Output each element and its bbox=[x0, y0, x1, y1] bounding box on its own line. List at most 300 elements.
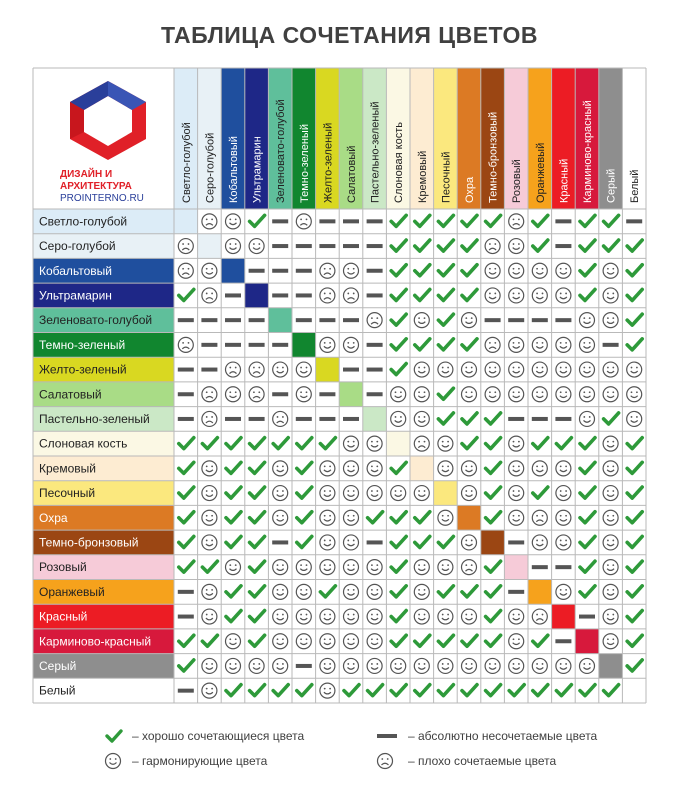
check-icon bbox=[604, 240, 619, 251]
smile-icon bbox=[556, 461, 571, 476]
check-icon bbox=[438, 635, 453, 646]
smile-icon bbox=[603, 584, 618, 599]
smile-icon bbox=[226, 387, 241, 402]
column-header-label: Белый bbox=[629, 169, 642, 203]
check-icon bbox=[179, 660, 194, 671]
check-icon bbox=[604, 215, 619, 226]
smile-icon bbox=[320, 658, 335, 673]
frown-icon bbox=[376, 752, 400, 770]
frown-icon bbox=[462, 560, 477, 575]
diagonal-cell bbox=[575, 629, 599, 654]
smile-icon bbox=[485, 362, 500, 377]
column-header-label: Песочный bbox=[440, 151, 453, 203]
smile-icon bbox=[532, 362, 547, 377]
check-icon bbox=[438, 586, 453, 597]
check-icon bbox=[391, 635, 406, 646]
smile-icon bbox=[509, 634, 524, 649]
smile-icon bbox=[344, 658, 359, 673]
dash-icon bbox=[249, 318, 265, 322]
row-header-label: Зеленовато-голубой bbox=[39, 313, 153, 328]
dash-icon bbox=[296, 664, 312, 668]
frown-icon bbox=[485, 337, 500, 352]
dash-icon bbox=[555, 244, 571, 248]
frown-icon bbox=[178, 239, 193, 254]
frown-icon bbox=[249, 387, 264, 402]
frown-icon bbox=[249, 362, 264, 377]
smile-icon bbox=[202, 263, 217, 278]
check-icon bbox=[438, 685, 453, 696]
smile-icon bbox=[273, 510, 288, 525]
smile-icon bbox=[603, 313, 618, 328]
smile-icon bbox=[462, 313, 477, 328]
frown-icon bbox=[273, 411, 288, 426]
smile-icon bbox=[438, 362, 453, 377]
smile-icon bbox=[462, 387, 477, 402]
smile-icon bbox=[320, 461, 335, 476]
dash-icon bbox=[508, 318, 524, 322]
smile-icon bbox=[344, 263, 359, 278]
dash-icon bbox=[296, 293, 312, 297]
legend-good-label: – хорошо сочетающиеся цвета bbox=[132, 729, 305, 743]
dash-icon bbox=[178, 590, 194, 594]
smile-icon bbox=[202, 461, 217, 476]
diagonal-cell bbox=[221, 258, 245, 283]
check-icon bbox=[533, 240, 548, 251]
smile-icon bbox=[462, 461, 477, 476]
smile-icon bbox=[296, 387, 311, 402]
check-icon bbox=[179, 561, 194, 572]
diagonal-cell bbox=[599, 654, 623, 679]
dash-icon bbox=[343, 219, 359, 223]
check-icon bbox=[462, 339, 477, 350]
smile-icon bbox=[438, 436, 453, 451]
diagonal-cell bbox=[268, 308, 292, 333]
row-header-label: Красный bbox=[39, 609, 88, 624]
smile-icon bbox=[320, 609, 335, 624]
check-icon bbox=[580, 512, 595, 523]
smile-icon bbox=[603, 486, 618, 501]
smile-icon bbox=[509, 461, 524, 476]
smile-icon bbox=[556, 263, 571, 278]
column-header-label: Светло-голубой bbox=[180, 122, 193, 203]
smile-icon bbox=[603, 362, 618, 377]
dash-icon bbox=[555, 417, 571, 421]
check-icon bbox=[415, 512, 430, 523]
dash-icon bbox=[319, 417, 335, 421]
row-header-label: Серо-голубой bbox=[39, 239, 116, 254]
smile-icon bbox=[344, 461, 359, 476]
smile-icon bbox=[104, 752, 124, 770]
check-icon bbox=[580, 289, 595, 300]
frown-icon bbox=[202, 387, 217, 402]
diagonal-cell bbox=[386, 431, 410, 456]
column-header-label: Оранжевый bbox=[534, 142, 547, 203]
smile-icon bbox=[391, 486, 406, 501]
dash-icon bbox=[296, 244, 312, 248]
smile-icon bbox=[226, 658, 241, 673]
check-icon bbox=[486, 487, 501, 498]
page-title: ТАБЛИЦА СОЧЕТАНИЯ ЦВЕТОВ bbox=[160, 22, 539, 48]
check-icon bbox=[627, 339, 642, 350]
frown-icon bbox=[320, 263, 335, 278]
check-icon bbox=[627, 586, 642, 597]
smile-icon bbox=[509, 486, 524, 501]
check-icon bbox=[438, 215, 453, 226]
smile-icon bbox=[438, 461, 453, 476]
smile-icon bbox=[367, 461, 382, 476]
smile-icon bbox=[532, 263, 547, 278]
check-icon bbox=[179, 462, 194, 473]
smile-icon bbox=[202, 609, 217, 624]
check-icon bbox=[179, 487, 194, 498]
smile-icon bbox=[320, 486, 335, 501]
smile-icon bbox=[603, 436, 618, 451]
check-icon bbox=[391, 512, 406, 523]
diagonal-cell bbox=[504, 555, 528, 580]
dash-icon bbox=[178, 392, 194, 396]
check-icon bbox=[438, 289, 453, 300]
smile-icon bbox=[509, 263, 524, 278]
dash-icon bbox=[272, 343, 288, 347]
logo-text-line1: ДИЗАЙН И bbox=[60, 169, 113, 180]
smile-icon bbox=[556, 658, 571, 673]
column-header-label: Темно-зеленый bbox=[298, 124, 311, 203]
smile-icon bbox=[603, 634, 618, 649]
smile-icon bbox=[249, 239, 264, 254]
check-icon bbox=[273, 685, 288, 696]
smile-icon bbox=[226, 634, 241, 649]
row-header-label: Серый bbox=[39, 658, 77, 673]
dash-icon bbox=[319, 318, 335, 322]
smile-icon bbox=[438, 609, 453, 624]
smile-icon bbox=[414, 609, 429, 624]
check-icon bbox=[438, 265, 453, 276]
smile-icon bbox=[273, 486, 288, 501]
dash-icon bbox=[201, 318, 217, 322]
smile-icon bbox=[226, 214, 241, 229]
smile-icon bbox=[391, 658, 406, 673]
column-header-label: Темно-бронзовый bbox=[487, 111, 500, 203]
smile-icon bbox=[414, 560, 429, 575]
check-icon bbox=[580, 536, 595, 547]
smile-icon bbox=[414, 362, 429, 377]
check-icon bbox=[250, 586, 265, 597]
smile-icon bbox=[485, 387, 500, 402]
column-header-label: Кобальтовый bbox=[228, 136, 240, 203]
check-icon bbox=[580, 265, 595, 276]
dash-icon bbox=[343, 318, 359, 322]
smile-icon bbox=[367, 658, 382, 673]
dash-icon bbox=[603, 343, 619, 347]
smile-icon bbox=[556, 387, 571, 402]
row-header-label: Слоновая кость bbox=[39, 436, 128, 451]
frown-icon bbox=[296, 214, 311, 229]
row-header-label: Ультрамарин bbox=[39, 288, 112, 303]
frown-icon bbox=[344, 288, 359, 303]
smile-icon bbox=[414, 387, 429, 402]
dash-icon bbox=[367, 293, 383, 297]
smile-icon bbox=[462, 535, 477, 550]
smile-icon bbox=[509, 288, 524, 303]
check-icon bbox=[250, 561, 265, 572]
dash-icon bbox=[225, 318, 241, 322]
dash-icon bbox=[178, 689, 194, 693]
check-icon bbox=[580, 561, 595, 572]
smile-icon bbox=[296, 634, 311, 649]
dash-icon bbox=[343, 244, 359, 248]
column-header-label: Слоновая кость bbox=[393, 122, 406, 203]
column-header-label: Кремовый bbox=[416, 150, 429, 203]
smile-icon bbox=[414, 313, 429, 328]
check-icon bbox=[580, 586, 595, 597]
smile-icon bbox=[438, 560, 453, 575]
smile-icon bbox=[485, 658, 500, 673]
dash-icon bbox=[201, 343, 217, 347]
check-icon bbox=[391, 240, 406, 251]
smile-icon bbox=[627, 411, 642, 426]
smile-icon bbox=[580, 658, 595, 673]
smile-icon bbox=[556, 584, 571, 599]
dash-icon bbox=[249, 417, 265, 421]
smile-icon bbox=[296, 560, 311, 575]
dash-icon bbox=[319, 244, 335, 248]
smile-icon bbox=[344, 510, 359, 525]
smile-icon bbox=[273, 634, 288, 649]
dash-icon bbox=[555, 565, 571, 569]
check-icon bbox=[462, 635, 477, 646]
smile-icon bbox=[344, 535, 359, 550]
smile-icon bbox=[580, 387, 595, 402]
smile-icon bbox=[556, 486, 571, 501]
frown-icon bbox=[178, 263, 193, 278]
check-icon bbox=[391, 339, 406, 350]
check-icon bbox=[391, 215, 406, 226]
check-icon bbox=[627, 536, 642, 547]
legend-bad-label: – плохо сочетаемые цвета bbox=[408, 754, 557, 768]
smile-icon bbox=[367, 609, 382, 624]
logo-text-line2: АРХИТЕКТУРА bbox=[60, 181, 132, 192]
diagonal-cell bbox=[410, 456, 434, 481]
check-icon bbox=[580, 487, 595, 498]
check-icon bbox=[250, 635, 265, 646]
smile-icon bbox=[580, 411, 595, 426]
smile-icon bbox=[273, 560, 288, 575]
check-icon bbox=[486, 561, 501, 572]
check-icon bbox=[320, 438, 335, 449]
check-icon bbox=[368, 512, 383, 523]
frown-icon bbox=[226, 362, 241, 377]
legend-good bbox=[104, 726, 304, 746]
smile-icon bbox=[391, 387, 406, 402]
dash-icon bbox=[178, 368, 194, 372]
smile-icon bbox=[603, 288, 618, 303]
dash-icon bbox=[555, 639, 571, 643]
smile-icon bbox=[226, 239, 241, 254]
smile-icon bbox=[414, 411, 429, 426]
check-icon bbox=[226, 536, 241, 547]
check-icon bbox=[250, 685, 265, 696]
row-header-label: Оранжевый bbox=[39, 584, 105, 599]
smile-icon bbox=[462, 609, 477, 624]
check-icon bbox=[415, 240, 430, 251]
legend-harmony-label: – гармонирующие цвета bbox=[132, 754, 268, 768]
check-icon bbox=[486, 512, 501, 523]
legend-bad bbox=[376, 751, 556, 771]
smile-icon bbox=[438, 510, 453, 525]
frown-icon bbox=[178, 337, 193, 352]
smile-icon bbox=[556, 337, 571, 352]
diagonal-cell bbox=[434, 481, 458, 506]
column-header-label: Пастельно-зеленый bbox=[369, 101, 382, 203]
column-header-label: Красный bbox=[558, 158, 571, 203]
smile-icon bbox=[556, 288, 571, 303]
frown-icon bbox=[509, 214, 524, 229]
check-icon bbox=[250, 512, 265, 523]
check-icon bbox=[580, 685, 595, 696]
check-icon bbox=[462, 586, 477, 597]
smile-icon bbox=[320, 535, 335, 550]
smile-icon bbox=[462, 486, 477, 501]
check-icon bbox=[438, 536, 453, 547]
check-icon bbox=[226, 586, 241, 597]
column-header-label: Розовый bbox=[511, 159, 524, 203]
frown-icon bbox=[202, 214, 217, 229]
row-header-label: Темно-бронзовый bbox=[39, 535, 139, 550]
check-icon bbox=[438, 240, 453, 251]
check-icon bbox=[533, 215, 548, 226]
diagonal-cell bbox=[552, 604, 576, 629]
check-icon bbox=[179, 438, 194, 449]
smile-icon bbox=[320, 560, 335, 575]
frown-icon bbox=[202, 288, 217, 303]
check-icon bbox=[580, 240, 595, 251]
smile-icon bbox=[509, 609, 524, 624]
column-header-label: Серо-голубой bbox=[204, 132, 217, 203]
check-icon bbox=[226, 685, 241, 696]
smile-icon bbox=[391, 411, 406, 426]
dash-icon bbox=[376, 728, 400, 744]
legend-none-label: – абсолютно несочетаемые цвета bbox=[408, 729, 598, 743]
smile-icon bbox=[202, 486, 217, 501]
smile-icon bbox=[580, 337, 595, 352]
smile-icon bbox=[320, 510, 335, 525]
check-icon bbox=[627, 611, 642, 622]
check-icon bbox=[391, 685, 406, 696]
smile-icon bbox=[344, 486, 359, 501]
check-icon bbox=[533, 635, 548, 646]
frown-icon bbox=[532, 609, 547, 624]
dash-icon bbox=[367, 540, 383, 544]
smile-icon bbox=[202, 683, 217, 698]
check-icon bbox=[250, 438, 265, 449]
check-icon bbox=[556, 685, 571, 696]
smile-icon bbox=[509, 436, 524, 451]
check-icon bbox=[415, 215, 430, 226]
smile-icon bbox=[414, 584, 429, 599]
dash-icon bbox=[367, 392, 383, 396]
dash-icon bbox=[367, 368, 383, 372]
check-icon bbox=[250, 611, 265, 622]
check-icon bbox=[250, 487, 265, 498]
smile-icon bbox=[367, 486, 382, 501]
check-icon bbox=[179, 289, 194, 300]
check-icon bbox=[580, 462, 595, 473]
column-header-label: Желто-зеленый bbox=[322, 122, 335, 203]
dash-icon bbox=[272, 269, 288, 273]
check-icon bbox=[627, 314, 642, 325]
diagonal-cell bbox=[363, 407, 387, 432]
diagonal-cell bbox=[457, 505, 481, 530]
dash-icon bbox=[178, 417, 194, 421]
check-icon bbox=[627, 512, 642, 523]
column-header-label: Охра bbox=[464, 176, 476, 203]
check-icon bbox=[438, 339, 453, 350]
row-header-label: Темно-зеленый bbox=[39, 337, 126, 352]
smile-icon bbox=[603, 535, 618, 550]
smile-icon bbox=[556, 362, 571, 377]
diagonal-cell bbox=[339, 382, 363, 407]
smile-icon bbox=[603, 609, 618, 624]
check-icon bbox=[391, 314, 406, 325]
check-icon bbox=[297, 512, 312, 523]
check-icon bbox=[297, 536, 312, 547]
smile-icon bbox=[344, 584, 359, 599]
smile-icon bbox=[532, 535, 547, 550]
smile-icon bbox=[344, 436, 359, 451]
row-header-label: Охра bbox=[39, 510, 68, 525]
check-icon bbox=[486, 611, 501, 622]
check-icon bbox=[462, 215, 477, 226]
smile-icon bbox=[603, 263, 618, 278]
smile-icon bbox=[509, 239, 524, 254]
check-icon bbox=[368, 685, 383, 696]
smile-icon bbox=[485, 263, 500, 278]
smile-icon bbox=[627, 387, 642, 402]
dash-icon bbox=[272, 244, 288, 248]
smile-icon bbox=[320, 634, 335, 649]
row-header-label: Кобальтовый bbox=[39, 263, 112, 278]
diagonal-cell bbox=[245, 283, 269, 308]
dash-icon bbox=[225, 343, 241, 347]
smile-icon bbox=[344, 337, 359, 352]
smile-icon bbox=[296, 362, 311, 377]
dash-icon bbox=[272, 219, 288, 223]
smile-icon bbox=[509, 510, 524, 525]
row-header-label: Салатовый bbox=[39, 387, 102, 402]
smile-icon bbox=[462, 362, 477, 377]
check-icon bbox=[462, 289, 477, 300]
check-icon bbox=[415, 339, 430, 350]
dash-icon bbox=[555, 318, 571, 322]
check-icon bbox=[509, 685, 524, 696]
smile-icon bbox=[344, 609, 359, 624]
check-icon bbox=[627, 438, 642, 449]
dash-icon bbox=[343, 368, 359, 372]
check-icon bbox=[320, 586, 335, 597]
smile-icon bbox=[226, 560, 241, 575]
dash-icon bbox=[201, 368, 217, 372]
check-icon bbox=[462, 685, 477, 696]
dash-icon bbox=[225, 293, 241, 297]
smile-icon bbox=[367, 584, 382, 599]
check-icon bbox=[226, 438, 241, 449]
smile-icon bbox=[532, 658, 547, 673]
check-icon bbox=[202, 635, 217, 646]
check-icon bbox=[391, 364, 406, 375]
legend-harmony bbox=[104, 751, 267, 771]
check-icon bbox=[533, 438, 548, 449]
frown-icon bbox=[485, 239, 500, 254]
